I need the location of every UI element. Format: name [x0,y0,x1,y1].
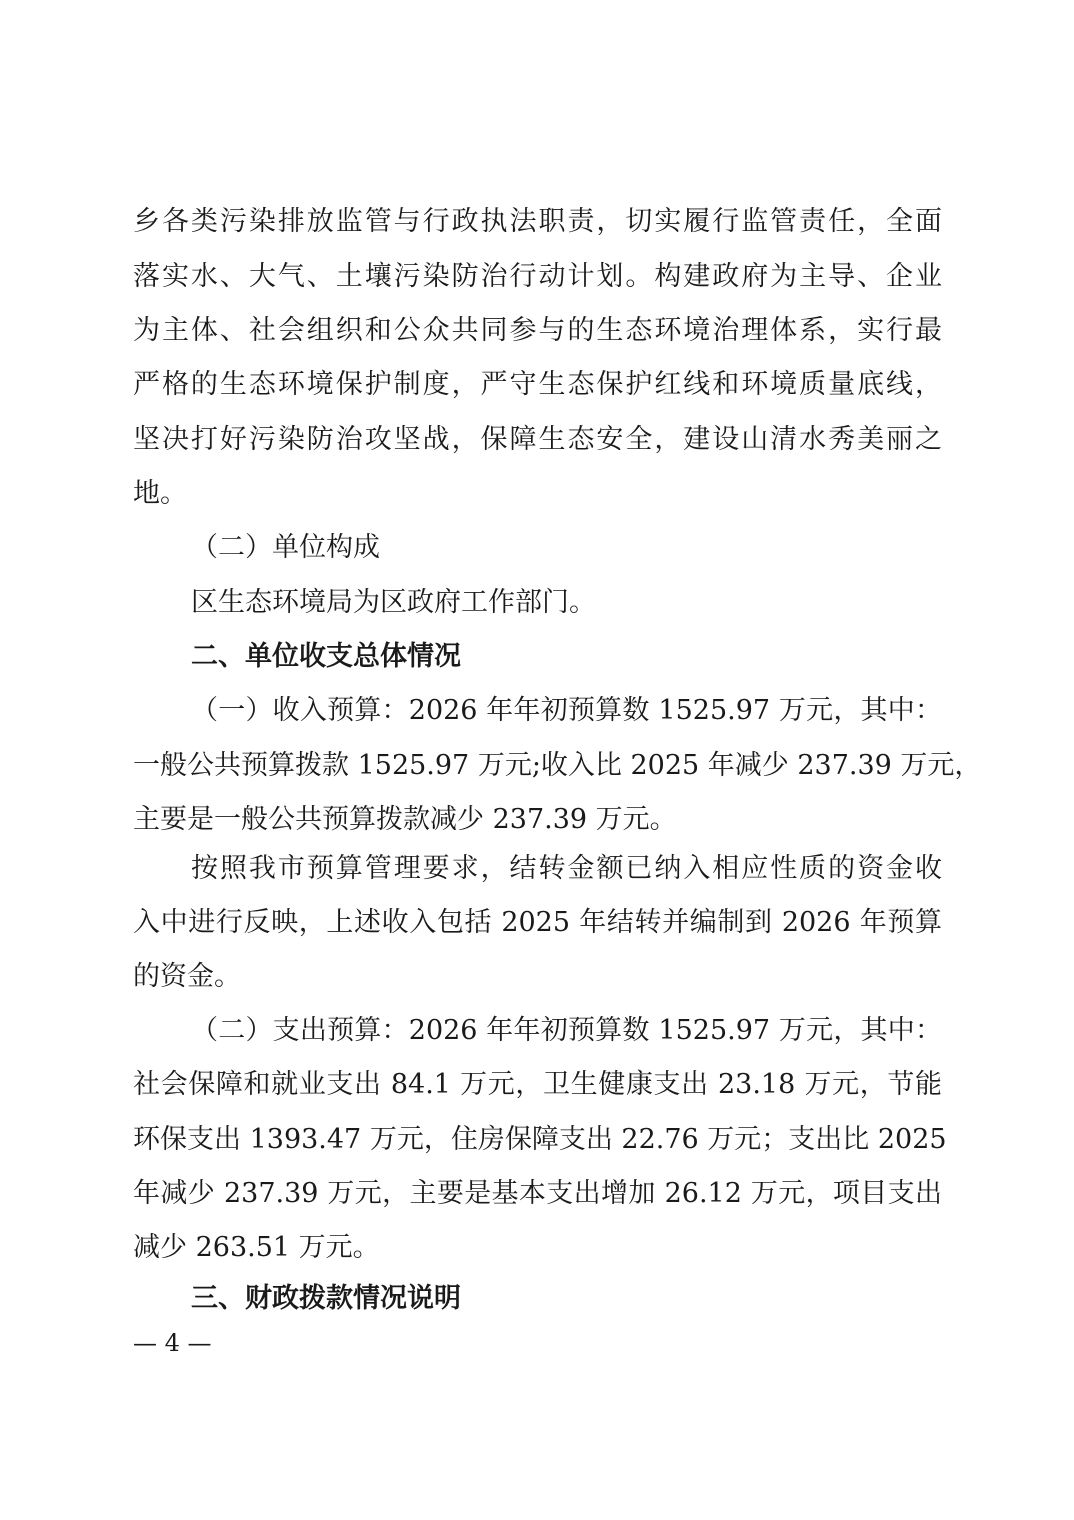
body-line: 为主体、社会组织和公众共同参与的生态环境治理体系，实行最 [133,315,942,346]
body-line: 区生态环境局为区政府工作部门。 [191,587,596,618]
body-line: 减少 263.51 万元。 [133,1232,380,1263]
body-line: 按照我市预算管理要求，结转金额已纳入相应性质的资金收 [191,853,942,884]
body-line: 主要是一般公共预算拨款减少 237.39 万元。 [133,804,677,835]
body-line: 入中进行反映，上述收入包括 2025 年结转并编制到 2026 年预算 [133,907,942,938]
subsection-heading: （二）单位构成 [191,532,380,563]
body-line: （一）收入预算：2026 年年初预算数 1525.97 万元，其中： [191,695,942,726]
body-line: 环保支出 1393.47 万元，住房保障支出 22.76 万元；支出比 2025 [133,1124,947,1155]
body-line: 地。 [133,478,187,509]
body-line: 一般公共预算拨款 1525.97 万元;收入比 2025 年减少 237.39 万元， [133,750,982,781]
body-line: 的资金。 [133,961,241,992]
body-line: 乡各类污染排放监管与行政执法职责，切实履行监管责任，全面 [133,206,942,237]
body-line: （二）支出预算：2026 年年初预算数 1525.97 万元，其中： [191,1015,942,1046]
section-heading: 二、单位收支总体情况 [191,641,461,672]
body-line: 年减少 237.39 万元，主要是基本支出增加 26.12 万元，项目支出 [133,1178,942,1209]
body-line: 坚决打好污染防治攻坚战，保障生态安全，建设山清水秀美丽之 [133,424,942,455]
body-line: 落实水、大气、土壤污染防治行动计划。构建政府为主导、企业 [133,261,942,292]
body-line: 严格的生态环境保护制度，严守生态保护红线和环境质量底线， [133,369,942,400]
section-heading: 三、财政拨款情况说明 [191,1283,461,1314]
body-line: 社会保障和就业支出 84.1 万元，卫生健康支出 23.18 万元，节能 [133,1069,942,1100]
page-number: — 4 — [133,1329,212,1357]
